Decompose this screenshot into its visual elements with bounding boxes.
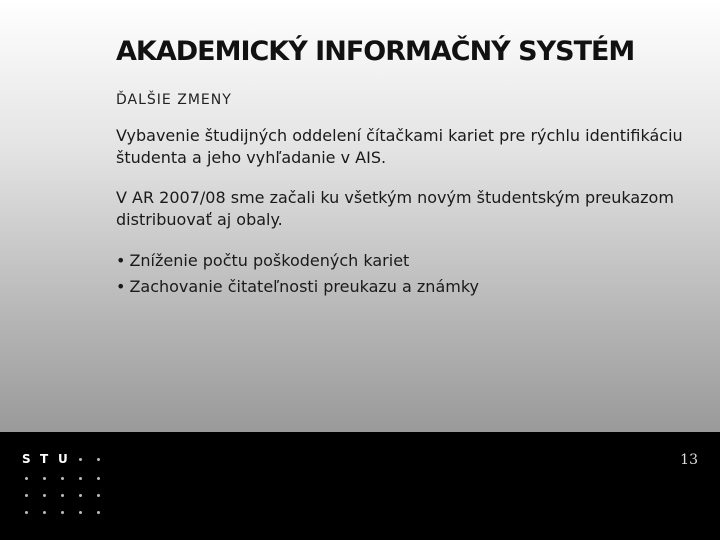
logo-dot [97, 511, 100, 514]
bullet-text: Zachovanie čitateľnosti preukazu a známky [129, 277, 479, 296]
logo-letter-s: S [22, 452, 31, 466]
logo-dot [25, 477, 28, 480]
logo-dot [79, 511, 82, 514]
logo-dot [61, 477, 64, 480]
slide-subtitle: ĎALŠIE ZMENY [116, 92, 232, 108]
bullet-marker: • [116, 277, 126, 296]
logo-dot [97, 494, 100, 497]
bullet-text: Zníženie počtu poškodených kariet [129, 251, 410, 270]
logo-dot [79, 458, 82, 461]
logo-dot [25, 511, 28, 514]
logo-dot [61, 494, 64, 497]
logo-dot [97, 477, 100, 480]
logo-letter-u: U [58, 452, 68, 466]
logo-letter-t: T [40, 452, 49, 466]
paragraph-card-readers: Vybavenie študijných oddelení čítačkami kariet pre rýchlu identifikáciu študenta a jeho vyhľadanie v AIS. [116, 126, 683, 167]
logo-dot [25, 494, 28, 497]
paragraph-card-covers: V AR 2007/08 sme začali ku všetkým novým študentským preukazom distribuovať aj obaly. [116, 188, 674, 229]
bullet-list [116, 248, 696, 300]
logo-dot [79, 477, 82, 480]
logo-dot [61, 511, 64, 514]
stu-logo-letters [22, 452, 76, 466]
logo-dot [43, 511, 46, 514]
bullet-item [116, 274, 696, 300]
logo-dot [79, 494, 82, 497]
slide-title: AKADEMICKÝ INFORMAČNÝ SYSTÉM [116, 36, 635, 67]
logo-dot [43, 494, 46, 497]
bullet-marker: • [116, 251, 126, 270]
bullet-item [116, 248, 696, 274]
page-number: 13 [680, 452, 698, 468]
stu-logo [22, 452, 112, 522]
logo-dot [43, 477, 46, 480]
logo-dot [97, 458, 100, 461]
